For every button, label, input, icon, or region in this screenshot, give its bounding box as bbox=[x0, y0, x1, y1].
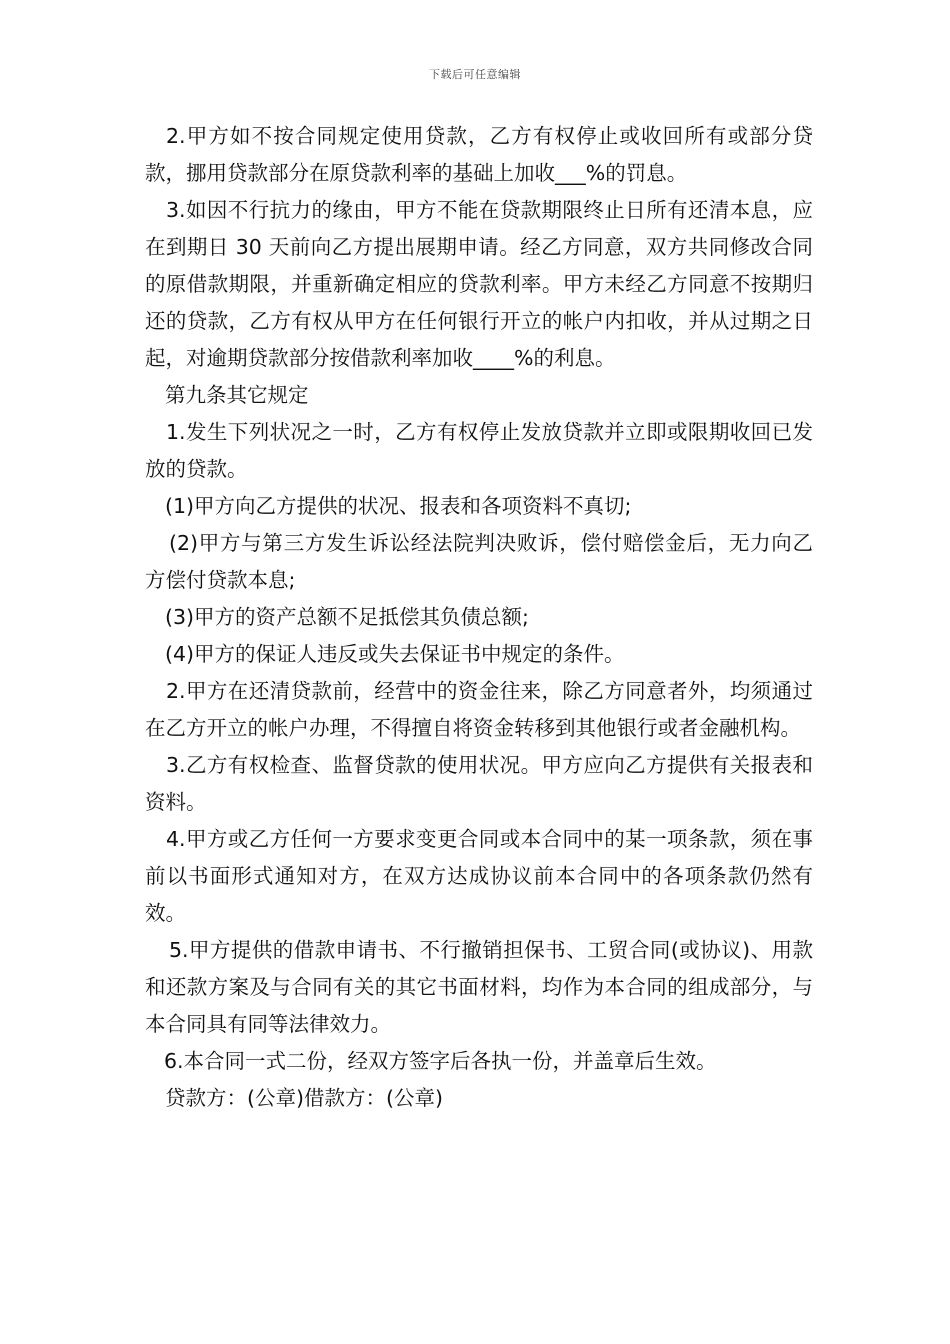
clause-8-item-3: 3.如因不行抗力的缘由，甲方不能在贷款期限终止日所有还清本息，应在到期日 30 天前向乙方提出展期申请。经乙方同意，双方共同修改合同的原借款期限，并重新确定相应的贷款利率。甲方未经乙方同意不按期归还的贷款，乙方有权从甲方在任何银行开立的帐户内扣收，并从过期之日起，对逾期贷款部分按借款利率加收____%的利息。 bbox=[145, 198, 813, 370]
clause-9-item-1-sub-1: (1)甲方向乙方提供的状况、报表和各项资料不真切; bbox=[165, 494, 632, 518]
clause-9-item-1-sub-2: (2)甲方与第三方发生诉讼经法院判决败诉，偿付赔偿金后，无力向乙方偿付贷款本息; bbox=[145, 531, 813, 592]
clause-9-item-1-sub-3: (3)甲方的资产总额不足抵偿其负债总额; bbox=[165, 605, 529, 629]
clause-9-item-1-sub-4: (4)甲方的保证人违反或失去保证书中规定的条件。 bbox=[165, 642, 625, 666]
article-9-heading: 第九条其它规定 bbox=[165, 383, 309, 407]
clause-9-item-6: 6.本合同一式二份，经双方签字后各执一份，并盖章后生效。 bbox=[164, 1049, 717, 1073]
clause-9-item-2: 2.甲方在还清贷款前，经营中的资金往来，除乙方同意者外，均须通过在乙方开立的帐户办理，不得擅自将资金转移到其他银行或者金融机构。 bbox=[145, 679, 813, 740]
clause-8-item-2: 2.甲方如不按合同规定使用贷款，乙方有权停止或收回所有或部分贷款，挪用贷款部分在原贷款利率的基础上加收___%的罚息。 bbox=[145, 124, 813, 185]
clause-9-item-4: 4.甲方或乙方任何一方要求变更合同或本合同中的某一项条款，须在事前以书面形式通知对方，在双方达成协议前本合同中的各项条款仍然有效。 bbox=[145, 827, 813, 925]
clause-9-item-5: 5.甲方提供的借款申请书、不行撤销担保书、工贸合同(或协议)、用款和还款方案及与合同有关的其它书面材料，均作为本合同的组成部分，与本合同具有同等法律效力。 bbox=[145, 938, 813, 1036]
page-header: 下载后可任意编辑 bbox=[429, 68, 521, 81]
clause-9-item-3: 3.乙方有权检查、监督贷款的使用状况。甲方应向乙方提供有关报表和资料。 bbox=[145, 753, 813, 814]
clause-9-item-1: 1.发生下列状况之一时，乙方有权停止发放贷款并立即或限期收回已发放的贷款。 bbox=[145, 420, 813, 481]
document-body bbox=[145, 118, 813, 1117]
signature-line: 贷款方：(公章)借款方：(公章) bbox=[165, 1086, 443, 1110]
